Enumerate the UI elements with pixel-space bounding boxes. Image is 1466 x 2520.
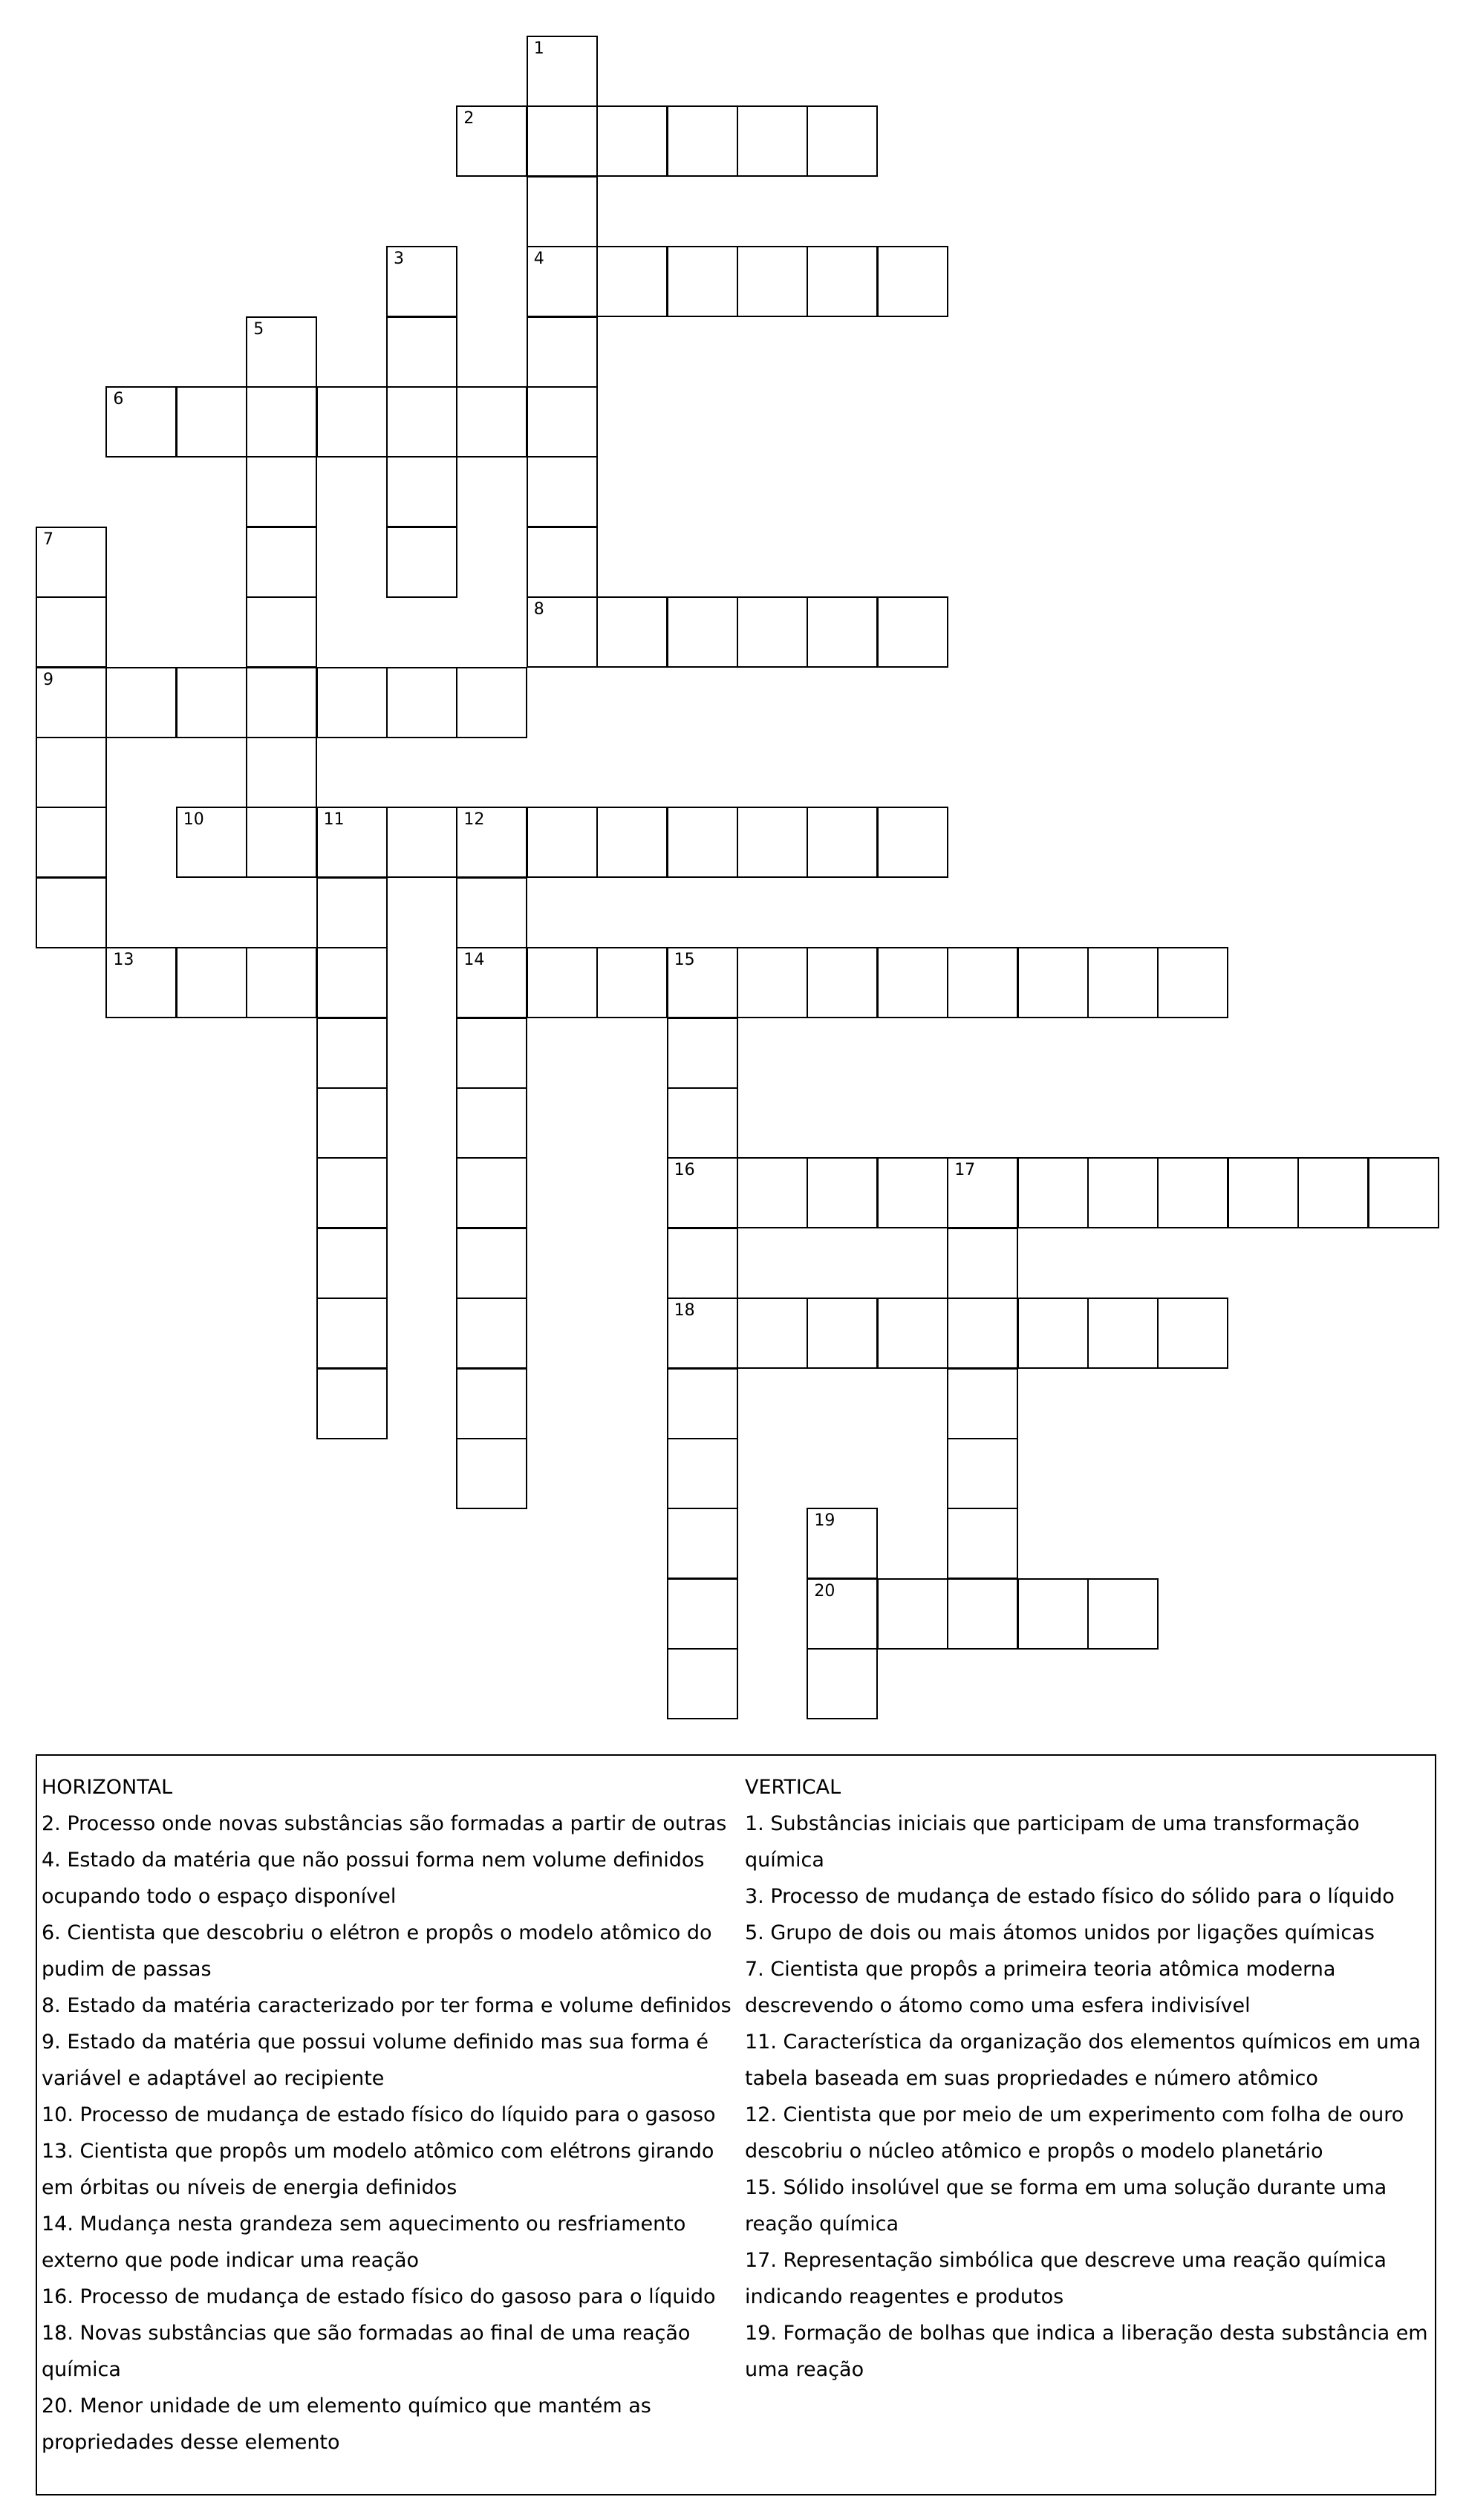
grid-cell[interactable] (105, 667, 177, 738)
grid-cell[interactable] (947, 947, 1018, 1018)
grid-cell[interactable] (456, 1298, 527, 1369)
horizontal-clue-14: 14. Mudança nesta grandeza sem aquecimento ou resfriamento externo que pode indicar uma reação (42, 2213, 686, 2272)
grid-cell[interactable] (737, 1157, 808, 1228)
grid-cell[interactable] (527, 527, 598, 598)
grid-cell[interactable] (947, 1578, 1018, 1650)
vertical-clue-5: 5. Grupo de dois ou mais átomos unidos por ligações químicas (745, 1921, 1375, 1944)
grid-cell[interactable] (1087, 1157, 1159, 1228)
grid-cell[interactable] (456, 386, 527, 458)
clue-number: 10 (183, 810, 204, 830)
grid-cell[interactable] (807, 807, 878, 878)
grid-cell[interactable] (947, 1298, 1018, 1369)
horizontal-clue-20: 20. Menor unidade de um elemento químico que mantém as propriedades desse elemento (42, 2394, 651, 2454)
grid-cell[interactable] (947, 1438, 1018, 1509)
grid-cell[interactable] (316, 1018, 388, 1089)
clue-number: 2 (463, 109, 475, 128)
grid-cell[interactable] (386, 246, 457, 317)
grid-cell[interactable] (316, 1087, 388, 1159)
grid-cell[interactable] (246, 947, 317, 1018)
grid-cell[interactable] (316, 807, 388, 878)
clue-number: 9 (43, 670, 53, 689)
grid-cell[interactable] (877, 947, 948, 1018)
vertical-clue-19: 19. Formação de bolhas que indica a liberação desta substância em uma reação (745, 2322, 1428, 2381)
grid-cell[interactable] (527, 456, 598, 527)
grid-cell[interactable] (527, 807, 598, 878)
grid-cell[interactable] (877, 1578, 948, 1650)
clues-box (36, 1754, 1436, 2495)
grid-cell[interactable] (877, 596, 948, 668)
grid-cell[interactable] (246, 316, 317, 388)
grid-cell[interactable] (807, 1648, 878, 1719)
grid-cell[interactable] (737, 105, 808, 177)
grid-cell[interactable] (807, 105, 878, 177)
grid-cell[interactable] (386, 386, 457, 458)
grid-cell[interactable] (246, 667, 317, 738)
grid-cell[interactable] (596, 807, 668, 878)
grid-cell[interactable] (1017, 1157, 1089, 1228)
clue-number: 1 (533, 39, 544, 58)
grid-cell[interactable] (667, 1228, 738, 1299)
clue-number: 11 (323, 810, 345, 830)
grid-cell[interactable] (667, 1648, 738, 1719)
clue-number: 13 (113, 951, 134, 970)
grid-cell[interactable] (1087, 1298, 1159, 1369)
grid-cell[interactable] (667, 105, 738, 177)
grid-cell[interactable] (596, 596, 668, 668)
grid-cell[interactable] (807, 947, 878, 1018)
grid-cell[interactable] (456, 1087, 527, 1159)
clue-number: 6 (113, 390, 124, 408)
grid-cell[interactable] (316, 947, 388, 1018)
grid-cell[interactable] (527, 596, 598, 668)
grid-cell[interactable] (807, 1508, 878, 1579)
grid-cell[interactable] (456, 667, 527, 738)
grid-cell[interactable] (667, 1438, 738, 1509)
grid-cell[interactable] (1017, 947, 1089, 1018)
grid-cell[interactable] (877, 1157, 948, 1228)
grid-cell[interactable] (1157, 1157, 1228, 1228)
grid-cell[interactable] (737, 246, 808, 317)
grid-cell[interactable] (527, 947, 598, 1018)
clue-number: 18 (674, 1301, 695, 1321)
horizontal-clue-6: 6. Cientista que descobriu o elétron e propôs o modelo atômico do pudim de passas (42, 1921, 712, 1981)
grid-cell[interactable] (1297, 1157, 1369, 1228)
grid-cell[interactable] (737, 947, 808, 1018)
grid-cell[interactable] (596, 947, 668, 1018)
grid-cell[interactable] (105, 947, 177, 1018)
grid-cell[interactable] (246, 807, 317, 878)
grid-cell[interactable] (947, 1157, 1018, 1228)
grid-cell[interactable] (316, 1157, 388, 1228)
grid-cell[interactable] (246, 596, 317, 668)
grid-cell[interactable] (877, 246, 948, 317)
grid-cell[interactable] (386, 456, 457, 527)
grid-cell[interactable] (456, 1438, 527, 1509)
grid-cell[interactable] (877, 807, 948, 878)
grid-cell[interactable] (36, 737, 107, 808)
grid-cell[interactable] (807, 1298, 878, 1369)
grid-cell[interactable] (386, 527, 457, 598)
grid-cell[interactable] (737, 596, 808, 668)
grid-cell[interactable] (667, 596, 738, 668)
clue-number: 20 (814, 1581, 835, 1601)
grid-cell[interactable] (947, 1508, 1018, 1579)
horizontal-title: HORIZONTAL (42, 1776, 173, 1799)
grid-cell[interactable] (667, 1368, 738, 1439)
grid-cell[interactable] (456, 1018, 527, 1089)
grid-cell[interactable] (36, 877, 107, 948)
grid-cell[interactable] (667, 807, 738, 878)
grid-cell[interactable] (176, 386, 247, 458)
grid-cell[interactable] (737, 1298, 808, 1369)
grid-cell[interactable] (1228, 1157, 1299, 1228)
horizontal-clue-8: 8. Estado da matéria caracterizado por ter forma e volume definidos (42, 1994, 732, 2017)
grid-cell[interactable] (947, 1368, 1018, 1439)
grid-cell[interactable] (667, 1087, 738, 1159)
grid-cell[interactable] (36, 596, 107, 668)
clue-number: 7 (43, 530, 53, 549)
grid-cell[interactable] (807, 1157, 878, 1228)
grid-cell[interactable] (246, 527, 317, 598)
grid-cell[interactable] (456, 1157, 527, 1228)
grid-cell[interactable] (596, 246, 668, 317)
grid-cell[interactable] (596, 105, 668, 177)
grid-cell[interactable] (1157, 947, 1228, 1018)
grid-cell[interactable] (456, 105, 527, 177)
grid-cell[interactable] (36, 807, 107, 878)
grid-cell[interactable] (1017, 1578, 1089, 1650)
grid-cell[interactable] (316, 877, 388, 948)
grid-cell[interactable] (176, 807, 247, 878)
vertical-clue-3: 3. Processo de mudança de estado físico do sólido para o líquido (745, 1885, 1395, 1908)
grid-cell[interactable] (527, 246, 598, 317)
grid-cell[interactable] (316, 667, 388, 738)
clue-number: 3 (394, 250, 404, 269)
grid-cell[interactable] (36, 667, 107, 738)
clue-number: 19 (814, 1511, 835, 1531)
grid-cell[interactable] (667, 246, 738, 317)
horizontal-clue-9: 9. Estado da matéria que possui volume definido mas sua forma é variável e adaptável ao recipiente (42, 2031, 709, 2090)
grid-cell[interactable] (1087, 947, 1159, 1018)
grid-cell[interactable] (316, 1298, 388, 1369)
grid-cell[interactable] (386, 807, 457, 878)
clue-number: 14 (463, 951, 485, 970)
grid-cell[interactable] (877, 1298, 948, 1369)
grid-cell[interactable] (246, 737, 317, 808)
grid-cell[interactable] (667, 1018, 738, 1089)
grid-cell[interactable] (947, 1228, 1018, 1299)
grid-cell[interactable] (527, 176, 598, 247)
horizontal-clue-16: 16. Processo de mudança de estado físico do gasoso para o líquido (42, 2285, 716, 2308)
grid-cell[interactable] (386, 316, 457, 388)
clue-number: 12 (463, 810, 485, 830)
clue-number: 16 (674, 1161, 695, 1180)
grid-cell[interactable] (667, 1157, 738, 1228)
grid-cell[interactable] (246, 456, 317, 527)
grid-cell[interactable] (1087, 1578, 1159, 1650)
grid-cell[interactable] (527, 316, 598, 388)
grid-cell[interactable] (316, 386, 388, 458)
grid-cell[interactable] (667, 1578, 738, 1650)
clue-number: 17 (954, 1161, 976, 1180)
horizontal-clue-10: 10. Processo de mudança de estado físico do líquido para o gasoso (42, 2103, 716, 2126)
grid-cell[interactable] (667, 947, 738, 1018)
grid-cell[interactable] (527, 36, 598, 107)
horizontal-clue-4: 4. Estado da matéria que não possui forma nem volume definidos ocupando todo o espaço disponível (42, 1849, 705, 1908)
grid-cell[interactable] (456, 947, 527, 1018)
vertical-title: VERTICAL (745, 1776, 841, 1799)
grid-cell[interactable] (316, 1368, 388, 1439)
grid-cell[interactable] (737, 807, 808, 878)
clue-number: 5 (253, 319, 264, 339)
vertical-clues (745, 1769, 1436, 2388)
clue-number: 4 (533, 250, 544, 269)
grid-cell[interactable] (1017, 1298, 1089, 1369)
grid-cell[interactable] (456, 807, 527, 878)
grid-cell[interactable] (527, 105, 598, 177)
grid-cell[interactable] (1157, 1298, 1228, 1369)
vertical-clue-15: 15. Sólido insolúvel que se forma em uma solução durante uma reação química (745, 2176, 1387, 2236)
vertical-clue-7: 7. Cientista que propôs a primeira teoria atômica moderna descrevendo o átomo como uma esfera indivisível (745, 1958, 1336, 2017)
grid-cell[interactable] (807, 596, 878, 668)
clue-number: 8 (533, 600, 544, 619)
grid-cell[interactable] (176, 947, 247, 1018)
grid-cell[interactable] (1368, 1157, 1439, 1228)
grid-cell[interactable] (386, 667, 457, 738)
horizontal-clue-18: 18. Novas substâncias que são formadas ao final de uma reação química (42, 2322, 691, 2381)
grid-cell[interactable] (456, 1368, 527, 1439)
grid-cell[interactable] (456, 1228, 527, 1299)
grid-cell[interactable] (456, 877, 527, 948)
grid-cell[interactable] (105, 386, 177, 458)
grid-cell[interactable] (176, 667, 247, 738)
grid-cell[interactable] (807, 1578, 878, 1650)
clue-number: 15 (674, 951, 695, 970)
vertical-clue-11: 11. Característica da organização dos elementos químicos em uma tabela baseada em suas propriedades e número atômico (745, 2031, 1421, 2090)
grid-cell[interactable] (527, 386, 598, 458)
grid-cell[interactable] (316, 1228, 388, 1299)
vertical-clue-12: 12. Cientista que por meio de um experimento com folha de ouro descobriu o núcleo atômico e propôs o modelo planetário (745, 2103, 1404, 2163)
grid-cell[interactable] (667, 1298, 738, 1369)
vertical-clue-17: 17. Representação simbólica que descreve uma reação química indicando reagentes e produtos (745, 2249, 1387, 2308)
horizontal-clue-2: 2. Processo onde novas substâncias são formadas a partir de outras (42, 1812, 727, 1835)
grid-cell[interactable] (807, 246, 878, 317)
grid-cell[interactable] (246, 386, 317, 458)
horizontal-clues (42, 1769, 732, 2461)
grid-cell[interactable] (36, 527, 107, 598)
grid-cell[interactable] (667, 1508, 738, 1579)
horizontal-clue-13: 13. Cientista que propôs um modelo atômico com elétrons girando em órbitas ou níveis de energia definidos (42, 2140, 714, 2199)
vertical-clue-1: 1. Substâncias iniciais que participam de uma transformação química (745, 1812, 1360, 1872)
